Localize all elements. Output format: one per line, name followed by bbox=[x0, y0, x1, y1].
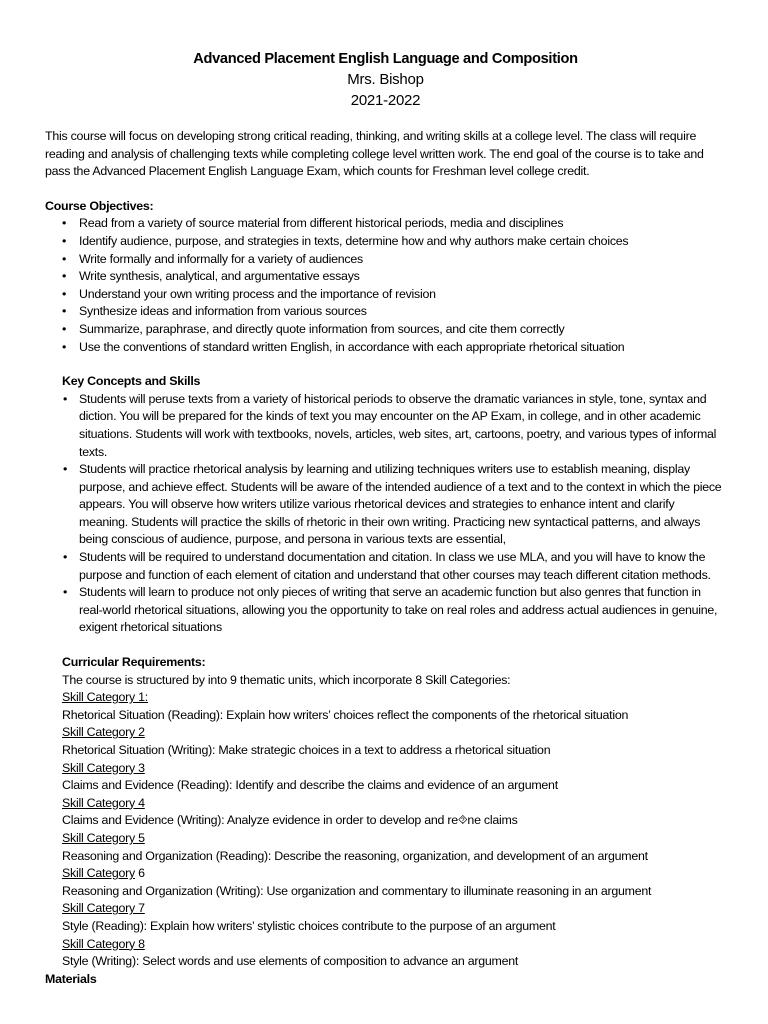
curricular-requirements-section bbox=[45, 654, 726, 971]
skill-category-5 bbox=[62, 830, 726, 865]
skill-category-description: Style (Writing): Select words and use elements of composition to advance an argument bbox=[62, 954, 519, 969]
school-year: 2021-2022 bbox=[350, 92, 421, 109]
skill-category-label: Skill Category 6 bbox=[62, 866, 145, 881]
skill-category-8 bbox=[62, 936, 726, 971]
skill-category-description: Style (Reading): Explain how writers’ stylistic choices contribute to the purpose of an argument bbox=[62, 918, 556, 933]
list-item: • Read from a variety of source material from different historical periods, media and disciplines bbox=[45, 215, 726, 233]
skill-category-label: Skill Category 1: bbox=[62, 690, 148, 705]
list-item: • Synthesize ideas and information from various sources bbox=[45, 303, 726, 321]
skill-category-label: Skill Category 5 bbox=[62, 830, 145, 845]
skill-category-label: Skill Category 4 bbox=[62, 795, 145, 810]
skill-category-label: Skill Category 3 bbox=[62, 760, 145, 775]
skill-category-label: Skill Category 2 bbox=[62, 725, 145, 740]
course-objectives-list bbox=[45, 215, 726, 356]
document-header bbox=[45, 50, 726, 111]
skill-category-1 bbox=[62, 689, 726, 724]
skill-category-description: Rhetorical Situation (Reading): Explain how writers’ choices reflect the components of the rhetorical situation bbox=[62, 707, 629, 722]
skill-category-description: Reasoning and Organization (Reading): Describe the reasoning, organization, and development of an argument bbox=[62, 848, 648, 863]
list-item: • Summarize, paraphrase, and directly quote information from sources, and cite them correctly bbox=[45, 321, 726, 339]
list-item: • Use the conventions of standard written English, in accordance with each appropriate rhetorical situation bbox=[45, 339, 726, 357]
list-item: • Identify audience, purpose, and strategies in texts, determine how and why authors make certain choices bbox=[45, 233, 726, 251]
list-item: • Students will practice rhetorical analysis by learning and utilizing techniques writers use to establish meaning, display purpose, and achieve effect. Students will be aware of the intended audience of a text and to the context in which the piece appears. You will observe how writers utilize various rhetorical devices and strategies to enhance intent and clarify meaning. Students will practice the skills of rhetoric in their own writing. Practicing new syntactical patterns, and always being conscious of audience, purpose, and persona in various texts are essential, bbox=[62, 461, 726, 549]
key-concepts-list bbox=[62, 391, 726, 637]
skill-category-7 bbox=[62, 900, 726, 935]
key-concepts-section bbox=[45, 373, 726, 637]
skill-category-description: Claims and Evidence (Writing): Analyze evidence in order to develop and re⯑ne claims bbox=[62, 813, 518, 828]
skill-category-6 bbox=[62, 865, 726, 900]
key-concepts-heading: Key Concepts and Skills bbox=[62, 374, 201, 389]
curricular-intro: The course is structured by into 9 thematic units, which incorporate 8 Skill Categories: bbox=[62, 672, 511, 687]
course-intro: This course will focus on developing strong critical reading, thinking, and writing skills at a college level. The class will require reading and analysis of challenging texts while completing college level written work. The end goal of the course is to take and pass the Advanced Placement English Language Exam, which counts for Freshman level college credit. bbox=[45, 129, 704, 179]
skill-category-description: Reasoning and Organization (Writing): Use organization and commentary to illuminate reasoning in an argument bbox=[62, 883, 652, 898]
list-item: • Students will be required to understand documentation and citation. In class we use MLA, and you will have to know the purpose and function of each element of citation and understand that other courses may teach different citation methods. bbox=[62, 549, 726, 584]
list-item: • Write formally and informally for a variety of audiences bbox=[45, 251, 726, 269]
list-item: • Write synthesis, analytical, and argumentative essays bbox=[45, 268, 726, 286]
skill-category-2 bbox=[62, 724, 726, 759]
skill-category-description: Claims and Evidence (Reading): Identify and describe the claims and evidence of an argument bbox=[62, 778, 558, 793]
curricular-requirements-heading: Curricular Requirements: bbox=[62, 655, 206, 670]
list-item: • Students will peruse texts from a variety of historical periods to observe the dramatic variances in style, tone, syntax and diction. You will be prepared for the kinds of text you may encounter on the AP Exam, in college, and in other academic situations. Students will work with textbooks, novels, articles, web sites, art, cartoons, poetry, and various types of informal texts. bbox=[62, 391, 726, 461]
skill-category-description: Rhetorical Situation (Writing): Make strategic choices in a text to address a rhetorical situation bbox=[62, 743, 551, 757]
course-title: Advanced Placement English Language and Composition bbox=[193, 51, 578, 67]
list-item: • Understand your own writing process and the importance of revision bbox=[45, 286, 726, 304]
skill-category-3 bbox=[62, 760, 726, 795]
course-objectives-section bbox=[45, 198, 726, 356]
skill-category-label: Skill Category 8 bbox=[62, 936, 145, 951]
course-objectives-heading: Course Objectives: bbox=[45, 198, 154, 213]
skill-category-4 bbox=[62, 795, 726, 830]
skill-category-label: Skill Category 7 bbox=[62, 901, 145, 916]
list-item: • Students will learn to produce not only pieces of writing that serve an academic function but also genres that function in real-world rhetorical situations, allowing you the opportunity to take on real roles and address actual audiences in genuine, exigent rhetorical situations bbox=[62, 584, 726, 637]
materials-heading: Materials bbox=[45, 971, 97, 986]
teacher-name: Mrs. Bishop bbox=[347, 71, 424, 88]
